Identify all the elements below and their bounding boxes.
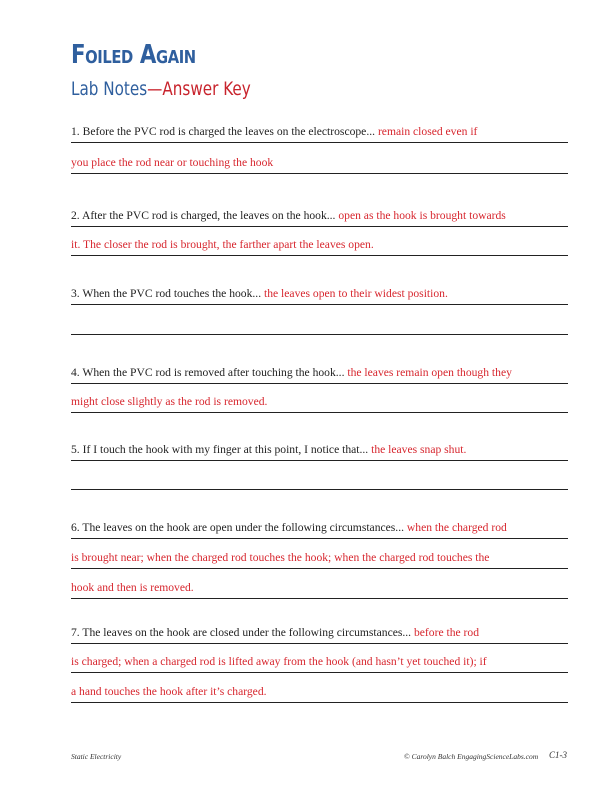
worksheet-subtitle — [71, 78, 251, 100]
item-6-line-2 — [71, 548, 568, 569]
item-2-answer: open as the hook is brought towards — [338, 209, 506, 222]
item-1-prompt: 1. Before the PVC rod is charged the leaves on the electroscope... — [71, 125, 378, 138]
item-4-answer-cont: might close slightly as the rod is removed. — [71, 395, 268, 408]
subtitle-dash: — — [147, 78, 163, 100]
item-7-answer-cont-2: a hand touches the hook after it’s charged. — [71, 685, 267, 698]
item-1-answer: remain closed even if — [377, 125, 478, 138]
subtitle-answer-key: Answer Key — [162, 78, 251, 100]
item-6-answer-cont-2: hook and then is removed. — [71, 581, 194, 594]
item-7-line-1 — [71, 623, 568, 644]
item-5-line-1 — [71, 440, 568, 461]
item-6-answer: when the charged rod — [406, 521, 507, 534]
item-7-answer-cont: is charged; when a charged rod is lifted away from the hook (and hasn’t yet touched it); if — [71, 655, 487, 668]
item-6-line-1 — [71, 518, 568, 539]
footer-page-number: C1-3 — [549, 750, 567, 760]
item-6-answer-cont: is brought near; when the charged rod touches the hook; when the charged rod touches the — [71, 551, 490, 564]
worksheet-title: Foiled Again — [71, 40, 196, 70]
subtitle-lab-notes: Lab Notes — [71, 78, 148, 100]
item-7-line-2 — [71, 652, 568, 673]
item-3-prompt: 3. When the PVC rod touches the hook... — [71, 287, 264, 300]
item-4-prompt: 4. When the PVC rod is removed after touching the hook... — [71, 366, 348, 379]
item-3-line-1 — [71, 284, 568, 305]
item-5-answer: the leaves snap shut. — [371, 443, 467, 456]
item-6-prompt: 6. The leaves on the hook are open under the following circumstances... — [71, 521, 407, 534]
item-2-line-2 — [71, 235, 568, 256]
item-4-line-1 — [71, 363, 568, 384]
footer-course-name: Static Electricity — [71, 752, 122, 761]
item-1-answer-cont: you place the rod near or touching the hook — [71, 156, 274, 169]
item-7-answer: before the rod — [413, 626, 480, 639]
item-4-answer: the leaves remain open though they — [347, 366, 512, 379]
item-2-line-1 — [71, 206, 568, 227]
item-4-line-2 — [71, 392, 568, 413]
footer-copyright: © Carolyn Balch EngagingScienceLabs.com — [404, 752, 539, 761]
item-1-line-1 — [71, 122, 568, 143]
item-2-answer-cont: it. The closer the rod is brought, the farther apart the leaves open. — [71, 238, 374, 251]
item-7-prompt: 7. The leaves on the hook are closed under the following circumstances... — [71, 626, 414, 639]
item-6-line-3 — [71, 578, 568, 599]
item-5-line-2 — [71, 469, 568, 490]
item-1-line-2 — [71, 153, 568, 174]
item-7-line-3 — [71, 682, 568, 703]
item-3-answer: the leaves open to their widest position. — [264, 287, 448, 300]
item-5-prompt: 5. If I touch the hook with my finger at this point, I notice that... — [71, 443, 372, 456]
item-2-prompt: 2. After the PVC rod is charged, the leaves on the hook... — [71, 209, 339, 222]
item-3-line-2 — [71, 314, 568, 335]
